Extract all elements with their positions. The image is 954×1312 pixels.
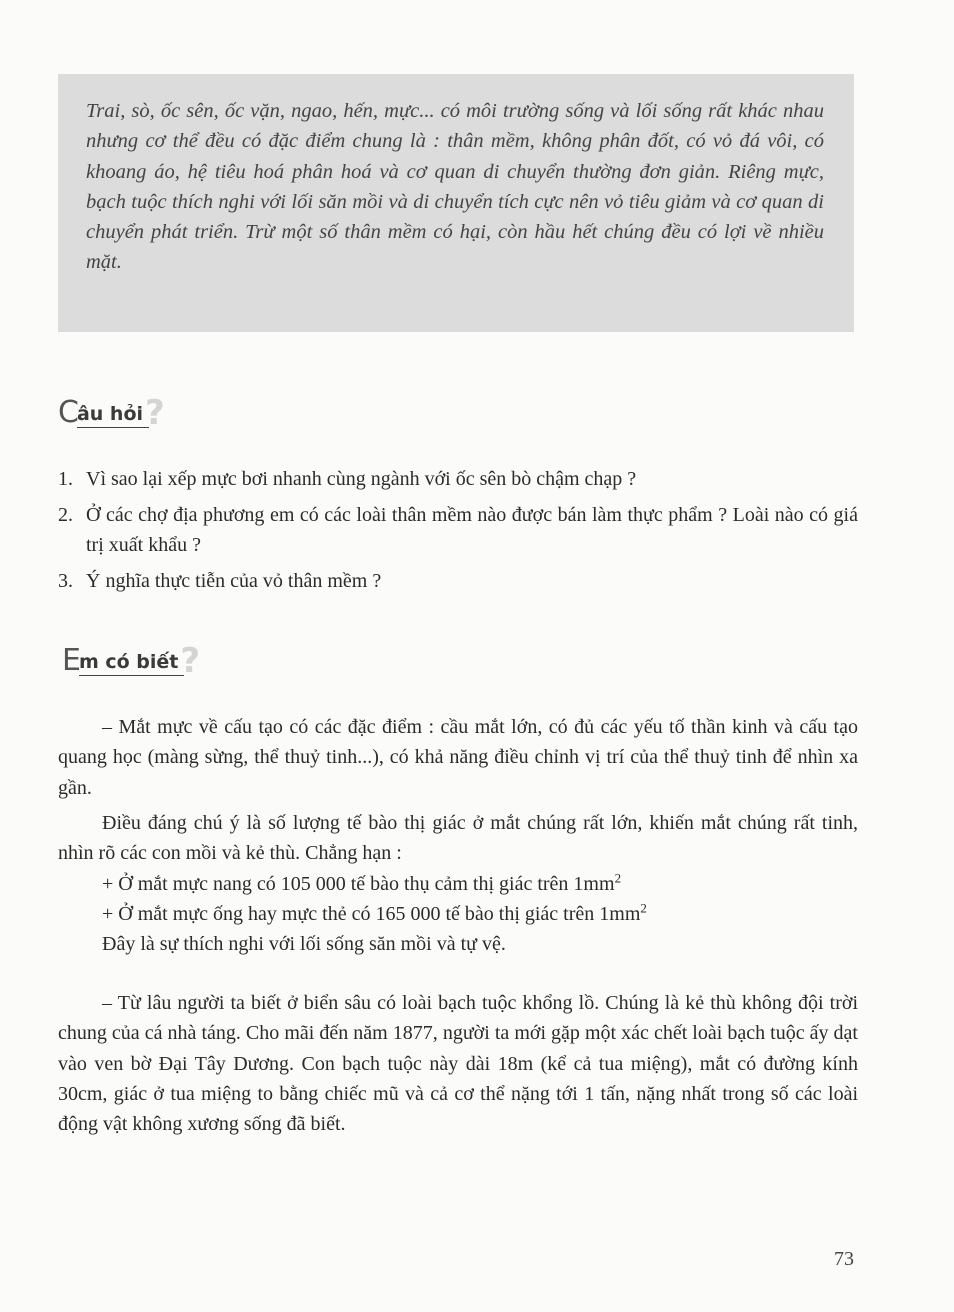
question-text: Ý nghĩa thực tiễn của vỏ thân mềm ? bbox=[86, 570, 382, 592]
question-number: 2. bbox=[58, 504, 73, 526]
question-item bbox=[58, 500, 858, 560]
questions-heading bbox=[58, 393, 165, 433]
squid-line bbox=[58, 899, 858, 929]
did-you-know-heading bbox=[62, 641, 201, 681]
cuttlefish-text: + Ở mắt mực nang có 105 000 tế bào thụ cảm thị giác trên 1mm bbox=[102, 872, 615, 895]
question-number: 3. bbox=[58, 570, 73, 592]
eye-structure-paragraph: – Mắt mực về cấu tạo có các đặc điểm : cầu mắt lớn, có đủ các yếu tố thần kinh và cấu tạo quang học (màng sừng, thể thuỷ tinh...), có khả năng điều chỉnh vị trí của thể thuỷ tinh để nhìn xa gần. bbox=[58, 716, 858, 799]
adaptation-line: Đây là sự thích nghi với lối sống săn mồi và tự vệ. bbox=[102, 933, 506, 956]
questions-heading-text: âu hỏi bbox=[77, 403, 149, 428]
giant-octopus-section bbox=[58, 988, 858, 1139]
did-you-know-heading-text: m có biết bbox=[79, 651, 184, 676]
questions-heading-initial: C bbox=[58, 395, 79, 430]
superscript: 2 bbox=[614, 869, 622, 885]
questions-list bbox=[58, 464, 858, 602]
squid-text: + Ở mắt mực ống hay mực thẻ có 165 000 tế bào thị giác trên 1mm bbox=[102, 902, 641, 925]
question-mark-icon: ? bbox=[180, 641, 201, 681]
cuttlefish-line bbox=[58, 869, 858, 899]
question-text: Vì sao lại xếp mực bơi nhanh cùng ngành với ốc sên bò chậm chạp ? bbox=[86, 468, 637, 490]
summary-box bbox=[58, 74, 854, 332]
page-number: 73 bbox=[834, 1248, 854, 1270]
question-item bbox=[58, 464, 858, 494]
giant-octopus-paragraph: – Từ lâu người ta biết ở biển sâu có loài bạch tuộc khổng lồ. Chúng là kẻ thù không đội trời chung của cá nhà táng. Cho mãi đến năm 1877, người ta mới gặp một xác chết loài bạch tuộc ấy dạt vào ven bờ Đại Tây Dương. Con bạch tuộc này dài 18m (kể cả tua miệng), mắt có đường kính 30cm, giác ở tua miệng to bằng chiếc mũ và cả cơ thể nặng tới 1 tấn, nặng nhất trong số các loài động vật không xương sống đã biết. bbox=[58, 992, 858, 1136]
superscript: 2 bbox=[640, 900, 647, 916]
visual-cells-section bbox=[58, 808, 858, 959]
summary-text: Trai, sò, ốc sên, ốc vặn, ngao, hến, mực... có môi trường sống và lối sống rất khác nhau nhưng cơ thể đều có đặc điểm chung là : thân mềm, không phân đốt, có vỏ đá vôi, có khoang áo, hệ tiêu hoá phân hoá và cơ quan di chuyển thường đơn giản. Riêng mực, bạch tuộc thích nghi với lối săn mồi và di chuyển tích cực nên vỏ tiêu giảm và cơ quan di chuyển phát triển. Trừ một số thân mềm có hại, còn hầu hết chúng đều có lợi về nhiều mặt. bbox=[86, 100, 824, 274]
question-mark-icon: ? bbox=[145, 393, 165, 433]
question-number: 1. bbox=[58, 468, 73, 490]
visual-cells-paragraph: Điều đáng chú ý là số lượng tế bào thị giác ở mắt chúng rất lớn, khiến mắt chúng rất tinh, nhìn rõ các con mồi và kẻ thù. Chẳng hạn : bbox=[58, 812, 858, 865]
did-you-know-heading-initial: E bbox=[62, 643, 81, 678]
question-item bbox=[58, 566, 858, 596]
question-text: Ở các chợ địa phương em có các loài thân mềm nào được bán làm thực phẩm ? Loài nào có giá trị xuất khẩu ? bbox=[86, 504, 858, 556]
eye-structure-section bbox=[58, 712, 858, 803]
